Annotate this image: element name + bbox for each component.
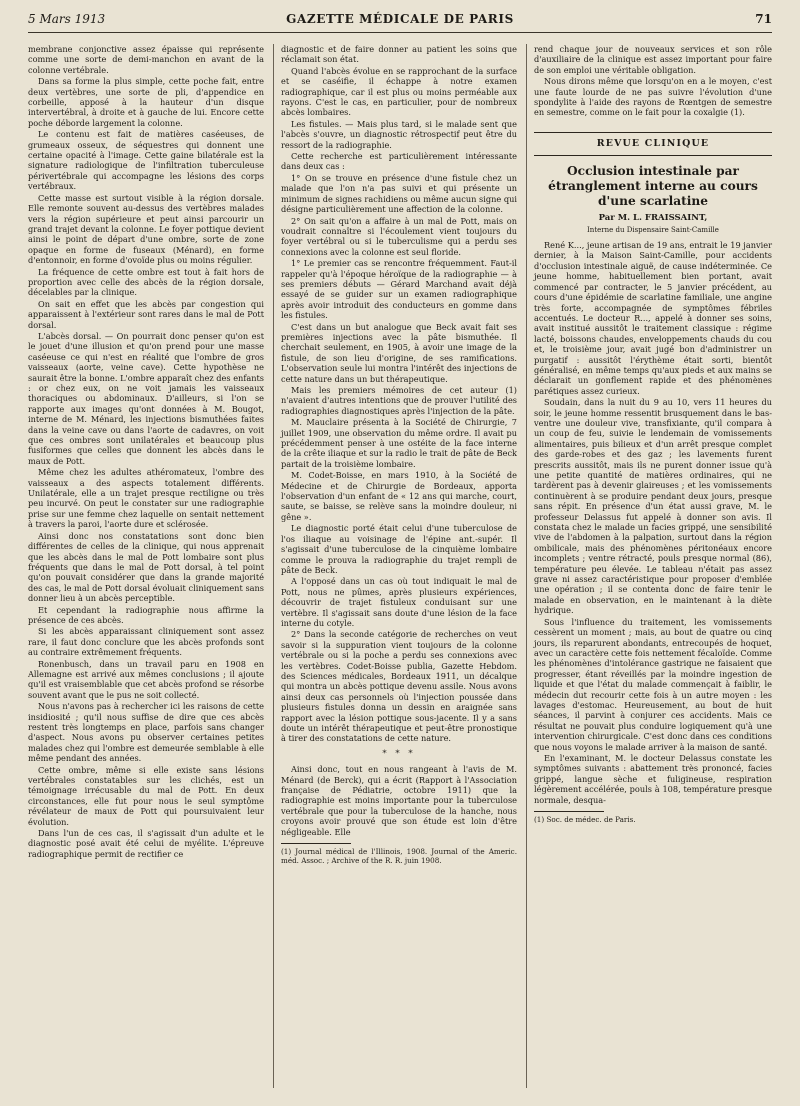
column-left bbox=[28, 44, 264, 860]
paragraph: membrane conjonctive assez épaisse qui représente comme une sorte de demi-manchon en avant de la colonne vertébrale. bbox=[28, 44, 264, 75]
paragraph: On sait en effet que les abcès par congestion qui apparaissent à l'extérieur sont rares dans le mal de Pott dorsal. bbox=[28, 298, 264, 330]
paragraph: L'abcès dorsal. — On pourrait donc penser qu'on est le jouet d'une illusion et qu'on prend pour une masse caséeuse ce qui n'est en réalité que l'ombre de gros vaisseaux (aorte, veine cave). Cette hypothèse ne saurait être la bonne. L'ombre apparaît chez des enfants : or chez eux, on ne voit jamais les vaisseaux thoraciques ou abdominaux. D'ailleurs, si l'on se rapporte aux images qu'ont données à M. Bougot, interne de M. Ménard, les injections bismuthées faites dans la veine cave ou dans l'aorte de cadavres, on voit que ces ombres sont unilatérales et beaucoup plus fusiformes que celles que donnent les abcès dans le maux de Pott. bbox=[28, 330, 264, 466]
paragraph: 2° On sait qu'on a affaire à un mal de Pott, mais on voudrait connaître si l'écoulement vient toujours du foyer vertébral ou si le tuberculisme qui a perdu ses connexions avec la colonne est seul floride. bbox=[281, 215, 517, 257]
paragraph: Même chez les adultes athéromateux, l'ombre des vaisseaux a des aspects totalement différents. Unilatérale, elle a un trajet presque rectiligne ou très peu incurvé. On peut le constater sur une radiographie prise sur une femme chez laquelle on sentait nettement à travers la paroi, l'aorte dure et sclérosée. bbox=[28, 467, 264, 530]
paragraph: Ronenbusch, dans un travail paru en 1908 en Allemagne est arrivé aux mêmes conclusions ; il ajoute qu'il est vraisemblable que cet abcès profond se résorbe souvent avant que le pus ne soit collecté. bbox=[28, 658, 264, 700]
column-divider bbox=[526, 44, 527, 1088]
paragraph: M. Codet-Boisse, en mars 1910, à la Société de Médecine et de Chirurgie de Bordeaux, apporta l'observation d'un enfant de « 12 ans qui marche, court, saute, se baisse, se relève sans la moindre douleur, ni gêne ». bbox=[281, 470, 517, 522]
paragraph: La fréquence de cette ombre est tout à fait hors de proportion avec celle des abcès de la région dorsale, décelables par la clinique. bbox=[28, 266, 264, 298]
paragraph: Et cependant la radiographie nous affirme la présence de ces abcès. bbox=[28, 604, 264, 625]
paragraph: Le contenu est fait de matières caséeuses, de grumeaux osseux, de séquestres qui donnent une certaine opacité à l'image. Cette gaine bilatérale est la signature radiologique de l'infiltration tuberculeuse périvertébrale qui accompagne les lésions des corps vertébraux. bbox=[28, 129, 264, 192]
paragraph: Sous l'influence du traitement, les vomissements cessèrent un moment ; mais, au bout de quatre ou cinq jours, ils reparurent abondants, entrecoupés de hoquet, avec un caractère cette fois nettement fécaloïde. Comme les phénomènes d'intolérance gastrique ne faisaient que progresser, étant réveillés par la moindre ingestion de liquide et que l'état du malade commençait à faiblir, le médecin dut recourir cette fois à un autre moyen : les lavages d'estomac. Heureusement, au bout de huit séances, il parvint à conjurer ces accidents. Mais ce résultat ne pouvait plus conduire logiquement qu'à une intervention chirurgicale. C'est donc dans ces conditions que nous voyons le malade arriver à la maison de santé. bbox=[534, 616, 772, 752]
footnote-rule bbox=[534, 811, 604, 812]
journal-title: GAZETTE MÉDICALE DE PARIS bbox=[286, 12, 514, 26]
paragraph: Si les abcès apparaissant cliniquement sont assez rare, il faut donc conclure que les abcès profonds sont au contraire extrêmement fréquents. bbox=[28, 626, 264, 658]
paragraph: 2° Dans la seconde catégorie de recherches on veut savoir si la suppuration vient toujours de la colonne vertébrale ou si la poche a perdu ses connexions avec les vertèbres. Codet-Boisse publia, Gazette Hebdom. des Sciences médicales, Bordeaux 1911, un décalque qui montra un abcès pottique devenu assile. Nous avons ainsi deux cas personnels où l'injection poussée dans plusieurs fistules donna un dessin en araignée sans rapport avec la lésion pottique sous-jacente. Il y a sans doute un intérêt thérapeutique et peut-être pronostique à tirer des constatations de cette nature. bbox=[281, 629, 517, 744]
paragraph: En l'examinant, M. le docteur Delassus constate les symptômes suivants : abattement très prononcé, facies grippé, langue sèche et fuligineuse, respiration légèrement accélérée, pouls à 108, température presque normale, desqua- bbox=[534, 752, 772, 805]
paragraph: René K..., jeune artisan de 19 ans, entrait le 19 janvier dernier, à la Maison Saint-Camille, pour accidents d'occlusion intestinale aiguë, de cause indéterminée. Ce jeune homme, habituellement bien portant, avait commencé par contracter, le 5 janvier précédent, au cours d'une épidémie de scarlatine familiale, une angine très forte, accompagnée de symptômes fébriles accentués. Le docteur R..., appelé à donner ses soins, avait institué aussitôt le traitement classique : régime lacté, boissons chaudes, enveloppements chauds du cou et, le troisième jour, avait jugé bon d'administrer un purgatif : aussitôt l'érythème était sorti, bientôt généralisé, en même temps qu'aux pieds et aux mains se déclarait un gonflement rapide et des phénomènes parétiques assez curieux. bbox=[534, 240, 772, 396]
paragraph: Dans l'un de ces cas, il s'agissait d'un adulte et le diagnostic posé avait été celui de myélite. L'épreuve radiographique permit de rectifier ce bbox=[28, 828, 264, 859]
column-middle bbox=[281, 44, 517, 866]
paragraph: Nous dirons même que lorsqu'on en a le moyen, c'est une faute lourde de ne pas suivre l'évolution d'une spondylite à l'aide des rayons de Rœntgen de semestre en semestre, comme on le fait pour la coxalgie (1). bbox=[534, 76, 772, 118]
column-divider bbox=[273, 44, 274, 1088]
author-affiliation: Interne du Dispensaire Saint-Camille bbox=[587, 225, 719, 234]
paragraph: Quand l'abcès évolue en se rapprochant de la surface et se caséifie, il échappe à notre examen radiographique, car il est plus ou moins perméable aux rayons. C'est le cas, en particulier, pour de nombreux abcès lombaires. bbox=[281, 65, 517, 118]
paragraph: Cette ombre, même si elle existe sans lésions vertébrales constatables sur les clichés, est un témoignage irrécusable du mal de Pott. En deux circonstances, elle fut pour nous le seul symptôme révélateur de maux de Pott qui poursuivaient leur évolution. bbox=[28, 764, 264, 827]
paragraph: Cette masse est surtout visible à la région dorsale. Elle remonte souvent au-dessus des vertèbres malades vers la région supérieure et peut ainsi parcourir un grand trajet devant la colonne. Le foyer pottique devient ainsi le point de départ d'une ombre, sorte de zone opaque en forme de fuseaux (Ménard), en forme d'entonnoir, en forme d'ovoïde plus ou moins régulier. bbox=[28, 192, 264, 266]
footnote: (1) Soc. de médec. de Paris. bbox=[534, 815, 636, 824]
header-rule bbox=[28, 32, 772, 33]
paragraph: Les fistules. — Mais plus tard, si le malade sent que l'abcès s'ouvre, un diagnostic rétrospectif peut être du ressort de la radiographie. bbox=[281, 118, 517, 150]
paragraph: Cette recherche est particulièrement intéressante dans deux cas : bbox=[281, 151, 517, 172]
running-head bbox=[28, 12, 772, 32]
footnote: (1) Journal médical de l'Illinois, 1908. Journal of the Americ. méd. Assoc. ; Archive of the R. R. juin 1908. bbox=[281, 847, 517, 866]
section-heading: REVUE CLINIQUE bbox=[596, 137, 710, 149]
section-rule bbox=[534, 155, 772, 156]
article-title: Occlusion intestinale par étranglement interne au cours d'une scarlatine bbox=[548, 164, 758, 209]
article-author: Par M. L. FRAISSAINT, bbox=[598, 213, 708, 224]
section-separator: * * * bbox=[382, 748, 416, 759]
paragraph: Mais les premiers mémoires de cet auteur (1) n'avaient d'autres intentions que de prouver l'utilité des radiographies diagnostiques après l'injection de la pâte. bbox=[281, 385, 517, 416]
paragraph: 1° On se trouve en présence d'une fistule chez un malade que l'on n'a pas suivi et qui présente un minimum de signes rachidiens ou même aucun signe qui désigne particulièrement une affection de la colonne. bbox=[281, 172, 517, 215]
issue-date: 5 Mars 1913 bbox=[28, 12, 106, 26]
paragraph: Soudain, dans la nuit du 9 au 10, vers 11 heures du soir, le jeune homme ressentit brusquement dans le bas-ventre une douleur vive, transfixiante, qu'il compara à un coup de feu, suivie le lendemain de vomissements alimentaires, puis bilieux et d'un arrêt presque complet des garde-robes et des gaz ; les lavements furent prescrits aussitôt, mais ils ne purent donner issue qu'à une petite quantité de matières ordinaires, qui ne tardèrent pas à devenir glaireuses ; et les vomissements continuèrent à se produire pendant deux jours, presque sans répit. En présence d'un état aussi grave, M. le professeur Delassus fut appelé à donner son avis. Il constata chez le malade un facies grippé, une sensibilité vive de l'abdomen à la palpation, surtout dans la région ombilicale, mais des phénomènes péritonéaux encore incomplets ; ventre rétracté, pouls presque normal (86), température peu élevée. Le tableau n'était pas assez grave ni assez caractéristique pour proposer d'emblée une opération ; il se contenta donc de faire tenir le malade en observation, en le maintenant à la diète hydrique. bbox=[534, 397, 772, 616]
paragraph: Ainsi donc nos constatations sont donc bien différentes de celles de la clinique, qui nous apprenait que les abcès dans le mal de Pott lombaire sont plus fréquents que dans le mal de Pott dorsal, à tel point qu'on pouvait considérer que dans la grande majorité des cas, le mal de Pott dorsal évoluait cliniquement sans donner lieu à un abcès perceptible. bbox=[28, 530, 264, 604]
column-right bbox=[534, 44, 772, 825]
paragraph: Le diagnostic porté était celui d'une tuberculose de l'os iliaque au voisinage de l'épine ant.-supér. Il s'agissait d'une tuberculose de la cinquième lombaire comme le prouva la radiographie du trajet rempli de pâte de Beck. bbox=[281, 523, 517, 575]
paragraph: C'est dans un but analogue que Beck avait fait ses premières injections avec la pâte bismuthée. Il cherchait seulement, en 1905, à avoir une image de la fistule, de son lieu d'origine, de ses ramifications. L'observation seule lui montra l'intérêt des injections de cette nature dans un but thérapeutique. bbox=[281, 321, 517, 384]
paragraph: diagnostic et de faire donner au patient les soins que réclamait son état. bbox=[281, 44, 517, 65]
paragraph: Dans sa forme la plus simple, cette poche fait, entre deux vertèbres, une sorte de pli, d'appendice en corbeille, apposé à la hauteur d'un disque intervertébral, à droite et à gauche de lui. Encore cette poche déborde largement la colonne. bbox=[28, 76, 264, 128]
paragraph: M. Mauclaire présenta à la Société de Chirurgie, 7 juillet 1909, une observation du même ordre. Il avait pu précédemment penser à une ostéite de la face interne de la crête iliaque et sur la radio le trait de pâte de Beck partait de la troisième lombaire. bbox=[281, 417, 517, 469]
section-rule bbox=[534, 132, 772, 133]
paragraph: A l'opposé dans un cas où tout indiquait le mal de Pott, nous ne pûmes, après plusieurs expériences, découvrir de trajet fistuleux conduisant sur une vertèbre. Il s'agissait sans doute d'une lésion de la face interne du cotyle. bbox=[281, 576, 517, 628]
paragraph: rend chaque jour de nouveaux services et son rôle d'auxiliaire de la clinique est assez important pour faire de son emploi une véritable obligation. bbox=[534, 44, 772, 75]
paragraph: Ainsi donc, tout en nous rangeant à l'avis de M. Ménard (de Berck), qui a écrit (Rapport à l'Association française de Pédiatrie, octobre 1911) que la radiographie est moins importante pour la tuberculose vertébrale que pour la tuberculose de la hanche, nous croyons avoir prouvé que son étude est loin d'être négligeable. Elle bbox=[281, 764, 517, 837]
page-number: 71 bbox=[755, 12, 772, 26]
paragraph: Nous n'avons pas à rechercher ici les raisons de cette insidiosité ; qu'il nous suffise de dire que ces abcès restent très longtemps en place, parfois sans changer d'aspect. Nous avons pu observer certaines petites malades chez qui l'ombre est demeurée semblable à elle même pendant des années. bbox=[28, 701, 264, 764]
paragraph: 1° Le premier cas se rencontre fréquemment. Faut-il rappeler qu'à l'époque héroïque de la radiographie — à ses premiers débuts — Gérard Marchand avait déjà essayé de se guider sur un examen radiographique après avoir introduit des conducteurs en gomme dans les fistules. bbox=[281, 258, 517, 321]
footnote-rule bbox=[281, 843, 351, 844]
